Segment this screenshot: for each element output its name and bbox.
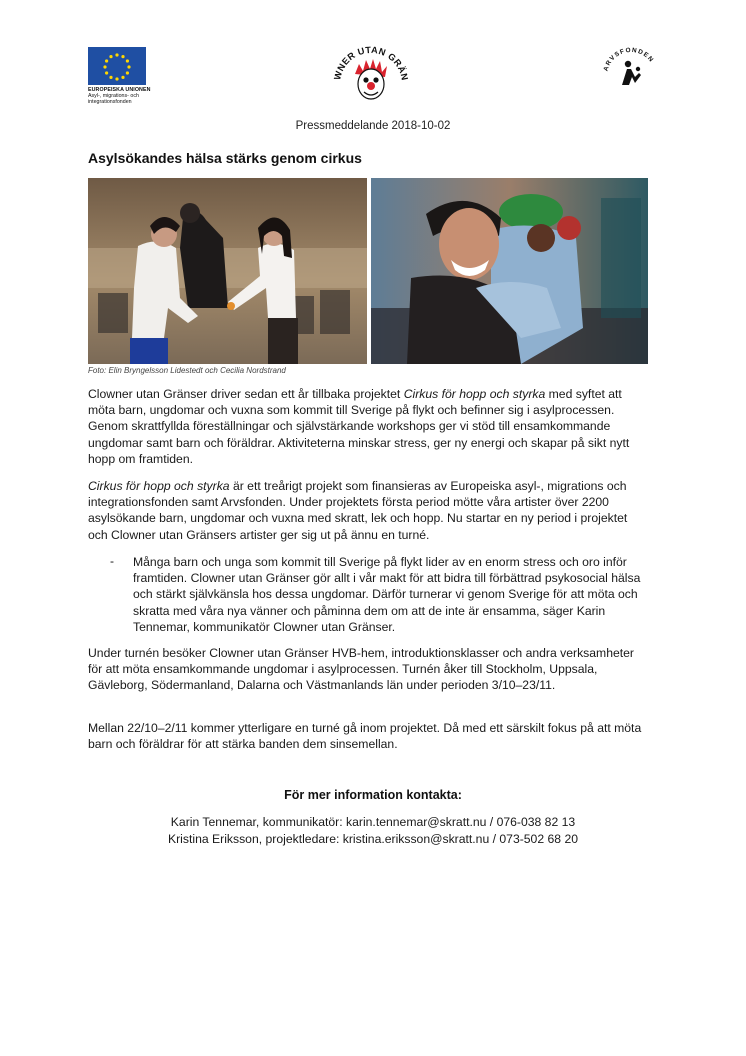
paragraph-intro-text-a: Clowner utan Gränser driver sedan ett år tillbaka projektet [88, 387, 404, 401]
arvsfonden-logo [600, 45, 662, 107]
quote-dash: - [110, 554, 114, 568]
paragraph-funding [88, 478, 650, 543]
svg-text:ARVSFONDEN: ARVSFONDEN [602, 46, 656, 73]
arvsfonden-figure-icon [622, 61, 641, 85]
eu-logo-text [88, 87, 150, 105]
quote-text: Många barn och unga som kommit till Sverige på flykt lider av en enorm stress och oro inför framtiden. Clowner utan Gränser gör allt i vår makt för att bidra till förbättrad psykosocial hälsa och stärkt självkänsla hos dessa ungdomar. Därför turnerar vi genom Sverige för att möta och skratta med våra nya vänner och påminna dem om att de inte är ensamma, säger Karin Tennemar, kommunikatör Clowner utan Gränser. [133, 555, 641, 634]
paragraph-tour: Under turnén besöker Clowner utan Gränser HVB-hem, introduktionsklasser och andra verksamheter för att möta ensamkommande ungdomar i asylprocessen. Turnén åker till Stockholm, Uppsala, Gävleborg, Södermanland, Dalarna och Västmanlands län under perioden 3/10–23/11. [88, 646, 634, 693]
photo-workshop [88, 178, 367, 364]
eu-logo [88, 47, 150, 105]
paragraph-second-tour: Mellan 22/10–2/11 kommer ytterligare en turné gå inom projektet. Då med ett särskilt fokus på att möta barn och föräldrar för att stärka banden dem sinsemellan. [88, 721, 642, 752]
clowner-utan-granser-logo [328, 44, 414, 108]
project-name-italic-2: Cirkus för hopp och styrka [88, 479, 230, 493]
contact-title: För mer information kontakta: [284, 788, 462, 802]
photo-caption: Foto: Elin Bryngelsson Lidestedt och Cecilia Nordstrand [88, 366, 286, 375]
press-release-date: Pressmeddelande 2018-10-02 [295, 120, 451, 132]
contact-line-kristina: Kristina Eriksson, projektledare: kristina.eriksson@skratt.nu / 073-502 68 20 [167, 832, 578, 846]
paragraph-funding-text: är ett treårigt projekt som finansieras av Europeiska asyl-, migrations och integrationsfonden samt Arvsfonden. Under projektets första period mötte våra artister över 2200 asylsökande barn, ungdomar och vuxna med skratt, lek och hopp. Nu startar en ny period i projektet och Clowner utan Gränsers artister ger sig ut på ännu en turné. [88, 479, 628, 542]
svg-text:CLOWNER UTAN GRÄNSER: WNER UTAN GRÄN [332, 44, 410, 82]
photo-hug [371, 178, 648, 364]
paragraph-intro [88, 386, 650, 467]
clown-face-icon [355, 59, 387, 99]
project-name-italic: Cirkus för hopp och styrka [403, 387, 546, 401]
eu-logo-line3: integrationsfonden [88, 99, 132, 105]
eu-logo-line2: Asyl-, migrations- och [88, 93, 139, 99]
contact-line-karin: Karin Tennemar, kommunikatör: karin.tennemar@skratt.nu / 076-038 82 13 [170, 815, 576, 829]
eu-logo-line1: EUROPEISKA UNIONEN [88, 87, 151, 93]
paragraph-intro-text-b: med syftet att möta barn, ungdomar och vuxna som kommit till Sverige på flykt och befinner sig i asylprocessen. Genom skrattfyllda föreställningar och självstärkande workshops ger vi stöd till ensamkommande ungdomar samt barn och föräldrar. Aktiviteterna minskar stress, ger ny energi och skapar på sikt nytt hopp om framtiden. [88, 387, 630, 466]
eu-flag-icon [88, 47, 146, 85]
page-title: Asylsökandes hälsa stärks genom cirkus [88, 150, 362, 166]
